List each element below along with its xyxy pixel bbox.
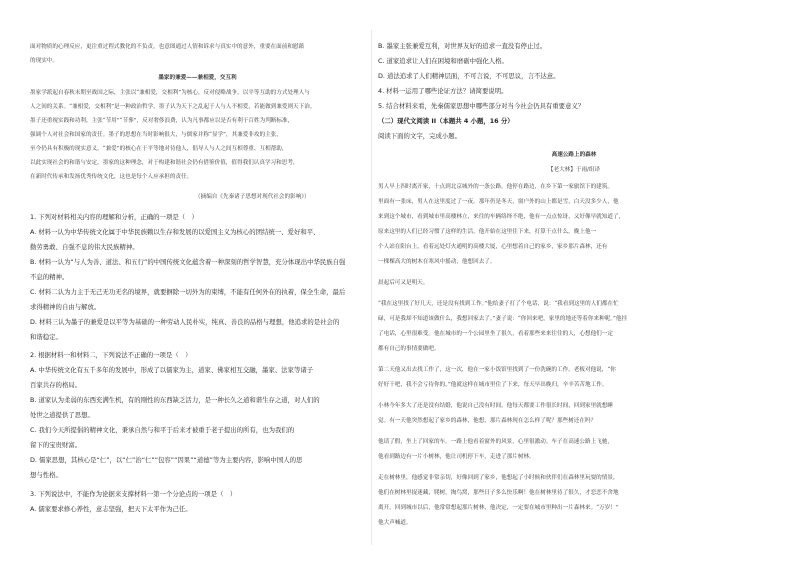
question-3-option-c[interactable]: C. 道家追求让人们在困境和磨砺中强化人格。: [378, 57, 508, 65]
passage-tail-line: 面对物质的心理反应，更注重过程式教化的不负责，也意图通过人情和诉求与真实中的意外，重要在面前和慰藉: [30, 44, 305, 50]
question-2-stem: 2. 根据材料一和材料二，下列说法不正确的一项是（ ）: [30, 351, 192, 359]
story-line: “我在这里找了好几天，还是没有找到工作。”他给妻子打了个电话，说：“我看到这里的人们都在忙: [378, 301, 619, 307]
story-author: 【老大林】于雨/组译: [547, 167, 601, 173]
column-divider: [371, 30, 372, 545]
question-1-option-a[interactable]: A. 材料一认为中华传统文化属于中华民族赖以生存和发展的以爱国主义为核心的团结统一、爱好和平、: [30, 228, 320, 236]
question-2-option-d-cont: 想与性格。: [30, 471, 62, 479]
question-1-option-a-cont: 勤劳勇敢、自强不息的伟大民族精神。: [30, 243, 139, 251]
section-intro: 阅读下面的文字，完成小题。: [378, 132, 462, 140]
essay-line: 在新时代传承和发扬优秀传统文化，这也是每个人应承担的责任。: [30, 174, 193, 180]
story-title: 高速公路上的森林: [551, 152, 597, 158]
story-line: 好好干吧，我不会亏待你的。”他就这样在城市里住了下来，每天早出晚归，辛辛苦苦地工作。: [378, 382, 608, 388]
story-line: 第二天他又出去找工作了，这一次，他在一家小饭馆里找到了一份洗碗的工作。老板对他说，“你: [378, 367, 616, 373]
question-1-option-b-cont: 不息的精神。: [30, 273, 69, 281]
story-line: 都有自己的事情要做吧。: [378, 346, 440, 352]
story-line: 走在树林里，他感觉非常亲切，好像回到了家乡，他想起了小时候和伙伴们在森林里玩耍的情景，: [378, 475, 619, 481]
story-line: 一棵棵高大的树木在寒风中摇动，他想回去了。: [378, 259, 496, 265]
question-2-option-c-cont: 留下的宝贵财富。: [30, 441, 82, 449]
question-1-option-c-cont: 求得精神的自由与解放。: [30, 303, 101, 311]
story-line: 男人早上四时离开家，十点到北京城外的一条公路。他停在路边，在乡下第一家旅馆下的建筑。: [378, 184, 613, 190]
question-1-option-d[interactable]: D. 材料三认为墨子的兼爱是以平等为基础的一种劳动人民朴实，纯真、善良的品格与理想，他追求的是社会的: [30, 318, 340, 326]
question-3-stem: 3. 下列说法中，不能作为论据来支撑材料一第一个分论点的一项是（ ）: [30, 490, 237, 498]
essay-line: 人之间的关系。“兼相爱，交相利”是一种政治哲学，墨子认为天下之乱起于人与人不相爱，若能做到兼爱则天下治。: [30, 104, 316, 110]
story-line: 他看到路边有一片小树林，他让司机停下车，走进了那片树林。: [378, 454, 535, 460]
section-title: （二）现代文阅读 II（本题共 4 小题，16 分）: [378, 117, 514, 125]
story-line: 碌，可是我却不知道该做什么，我想回家去了。”妻子说：“你回来吧，家里的地还等着你来种呢。”他挂: [378, 316, 628, 322]
question-2-option-c[interactable]: C. 我们今天所提倡的精神文化，秉承自然与和平于后来才被重于老子提出的所有，也为我们的: [30, 426, 295, 434]
essay-line: 强调个人对社会和国家的责任。墨子的思想在当时影响很大，与儒家并称“显学”，其兼爱非攻的主张，: [30, 132, 282, 138]
story-line: 他请了假，坐上了回家的车。一路上他看着窗外的风景，心里很激动。车子在高速公路上飞驰，: [378, 439, 613, 445]
story-line: 他大声喊道。: [378, 520, 412, 526]
story-line: 个人站在阳台上，看着远处灯火通明的高楼大厦，心里想着自己的家乡，家乡那片森林，还有: [378, 244, 608, 250]
story-line: 里面有一张床，男人在这里度过了一夜。那年仍是冬天，窗户外的山上都是雪，白天没多少人，他: [378, 199, 619, 205]
question-4: 4. 材料一运用了哪些论证方法？请简要说明。: [378, 87, 508, 95]
essay-line: 以此实现社会的和谐与安定。墨家的这种理念，对于构建和谐社会仍有借鉴价值，值得我们认真学习和思考，: [30, 160, 299, 166]
question-1-option-d-cont: 和谐稳定。: [30, 333, 62, 341]
question-3-option-d[interactable]: D. 道法追求了人们精神层面，不可言说，不可思议，言不达意。: [378, 72, 560, 80]
essay-title: 墨家的兼爱——兼相爱，交互利: [158, 75, 237, 81]
essay-line: 墨家学派起自春秋末期至战国之际，主张以“兼相爱，交相利”为核心，反对侵略战争，以平等互助的方式处理人与: [30, 90, 310, 96]
passage-tail-line: 的现实中。: [30, 58, 58, 64]
question-2-option-d[interactable]: D. 儒家思想，其核心是“仁”，以“仁”治“仁”“包容”“因果”“道德”等为主要内容，影响中国人的思: [30, 456, 303, 464]
question-2-option-a-cont: 百家共存的格局。: [30, 381, 82, 389]
question-1-option-c[interactable]: C. 材料二认为力主于无己无功无名的境界，就要摒除一切外为的束缚，不能有任何外在的执着，保全生命，最后: [30, 288, 346, 296]
essay-line: 墨子还重视实践和功利，主张“节用”“节葬”，反对奢侈浪费，认为凡事都应以是否有利于百姓为判断标准，: [30, 118, 294, 124]
question-1-option-b[interactable]: B. 材料一认为“与人为善、道法、和五行”的中国传统文化蕴含着一种深刻的哲学智慧，充分体现出中华民族自强: [30, 258, 346, 266]
question-3-option-b[interactable]: B. 墨家主张兼爱互利，对世界友好的追求一直没有停止过。: [378, 42, 547, 50]
story-line: 来到这个城市，看到城市里高楼林立，来往的车辆络绎不绝，他有一点点惊讶，又好像早就知道了，: [378, 214, 625, 220]
question-2-option-b[interactable]: B. 道家认为柔弱的东西充满生机，有的刚性的东西缺乏活力，是一种长久之道和谐生存之道，对人们的: [30, 396, 320, 404]
story-line: 他们在树林里捉迷藏，爬树，掏鸟窝，那些日子多么快乐啊！他在树林里待了很久，才恋恋不舍地: [378, 490, 619, 496]
question-2-option-b-cont: 处世之道提供了思想。: [30, 411, 94, 419]
story-line: 了电话，心里很难受。他在城市的一个公园里坐了很久，看着那些来来往往的人，心想他们一定: [378, 331, 613, 337]
question-3-option-a[interactable]: A. 儒家要求修心养性，意志坚强，把天下太平作为己任。: [30, 505, 192, 513]
question-1-stem: 1. 下列对材料相关内容的理解和分析，正确的一项是（ ）: [30, 213, 198, 221]
story-line: 离开。回到城市以后，他常常想起那片树林，他决定，一定要在城市里种出一片森林来。“万岁！”: [378, 505, 619, 511]
question-5: 5. 结合材料来看，先秦儒家思想中哪些部分对当今社会仍具有重要意义？: [378, 102, 585, 110]
story-line: 晨起后可又是明天。: [378, 280, 429, 286]
story-line: 原来这里的人们已经习惯了这样的生活，他开始在这里住下来，打算干点什么。晚上他一: [378, 229, 597, 235]
story-line: 小林今年多大了还是没有结婚，他说自己没有时间，他每天都要工作很长时间，回到家里就想睡: [378, 403, 613, 409]
essay-source: （摘编自《先秦诸子思想对现代社会的影响》）: [195, 194, 310, 200]
story-line: 觉。有一天他突然想起了家乡的森林，他想，那片森林现在怎么样了呢？那些树还在吗？: [378, 418, 597, 424]
essay-line: 至今仍具有积极的现实意义。“兼爱”的核心在于平等地对待他人，倡导人与人之间互相尊重、互相帮助，: [30, 146, 288, 152]
question-2-option-a[interactable]: A. 中华传统文化有五千多年的发展中，形成了以儒家为主，道家、佛家相互交融，墨家、法家等诸子: [30, 366, 314, 374]
